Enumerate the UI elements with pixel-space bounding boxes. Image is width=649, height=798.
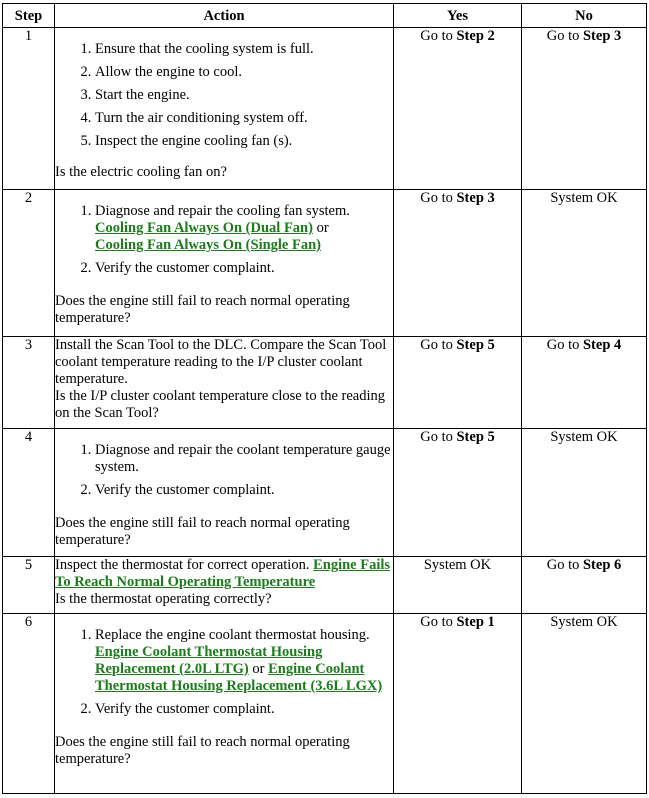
header-yes: Yes [394,4,522,28]
no-cell: Go to Step 4 [522,337,647,429]
header-no: No [522,4,647,28]
goto-step-link: Step 5 [456,337,495,353]
no-cell: System OK [522,614,647,794]
header-step: Step [3,4,55,28]
yes-cell: Go to Step 1 [394,614,522,794]
no-cell: Go to Step 6 [522,557,647,614]
list-item: 1. Ensure that the cooling system is full. [95,41,393,58]
question-text: Does the engine still fail to reach normal operating temperature? [55,734,350,767]
engine-fails-link[interactable]: Engine Fails To Reach Normal Operating Temperature [55,557,391,590]
action-list [55,41,393,150]
list-item: 2. Allow the engine to cool. [95,64,393,81]
list-item: 2. Verify the customer complaint. [95,260,393,277]
action-cell [55,337,394,429]
question-text: Is the electric cooling fan on? [55,164,227,180]
instruction-text: Inspect the thermostat for correct operation. Engine Fails To Reach Normal Operating Temperature [55,557,391,590]
no-cell: System OK [522,429,647,557]
no-cell: Go to Step 3 [522,28,647,190]
table-row [3,429,647,557]
header-row [3,4,647,28]
action-list [55,627,393,718]
action-cell [55,190,394,337]
goto-step-link: Step 6 [582,557,622,573]
step-number: 3 [3,337,55,429]
thermostat-housing-lgx-link[interactable]: Engine Coolant Thermostat Housing Replacement (3.6L LGX) [95,661,383,694]
table-row [3,28,647,190]
list-item: 2. Verify the customer complaint. [95,701,393,718]
instruction-text: Install the Scan Tool to the DLC. Compare the Scan Tool coolant temperature reading to the I/P cluster coolant temperature. [55,337,387,387]
diagnostic-table [2,3,647,794]
header-action: Action [55,4,394,28]
action-list [55,442,393,499]
goto-step-link: Step 1 [456,614,495,630]
action-cell [55,28,394,190]
list-item: 5. Inspect the engine cooling fan (s). [95,133,393,150]
yes-cell: Go to Step 2 [394,28,522,190]
table-row [3,614,647,794]
yes-cell: Go to Step 3 [394,190,522,337]
list-item: 1. Replace the engine coolant thermostat housing. Engine Coolant Thermostat Housing Replacement (2.0L LTG) or Engine Coolant Thermostat Housing Replacement (3.6L LGX) [95,627,393,695]
yes-cell: Go to Step 5 [394,337,522,429]
question-text: Does the engine still fail to reach normal operating temperature? [55,293,350,326]
goto-step-link: Step 2 [456,28,495,44]
step-number: 2 [3,190,55,337]
list-item: 1. Diagnose and repair the cooling fan system. Cooling Fan Always On (Dual Fan) or Cooling Fan Always On (Single Fan) [95,203,393,254]
goto-step-link: Step 4 [582,337,622,353]
action-cell [55,614,394,794]
table-row [3,557,647,614]
question-text: Is the thermostat operating correctly? [55,591,272,607]
cooling-fan-dual-link[interactable]: Cooling Fan Always On (Dual Fan) [95,220,313,236]
step-number: 5 [3,557,55,614]
list-item: 2. Verify the customer complaint. [95,482,393,499]
cooling-fan-single-link[interactable]: Cooling Fan Always On (Single Fan) [95,237,321,253]
goto-step-link: Step 5 [456,429,495,445]
list-item: 3. Start the engine. [95,87,393,104]
list-item: 1. Diagnose and repair the coolant temperature gauge system. [95,442,393,476]
no-cell: System OK [522,190,647,337]
yes-cell: Go to Step 5 [394,429,522,557]
list-item: 4. Turn the air conditioning system off. [95,110,393,127]
question-text: Is the I/P cluster coolant temperature close to the reading on the Scan Tool? [55,388,386,421]
step-number: 1 [3,28,55,190]
action-cell [55,557,394,614]
step-number: 6 [3,614,55,794]
table-row [3,190,647,337]
thermostat-housing-ltg-link[interactable]: Engine Coolant Thermostat Housing Replacement (2.0L LTG) [95,644,323,677]
goto-step-link: Step 3 [582,28,622,44]
action-list [55,203,393,277]
goto-step-link: Step 3 [456,190,495,206]
yes-cell: System OK [394,557,522,614]
action-cell [55,429,394,557]
step-number: 4 [3,429,55,557]
table-row [3,337,647,429]
question-text: Does the engine still fail to reach normal operating temperature? [55,515,350,548]
